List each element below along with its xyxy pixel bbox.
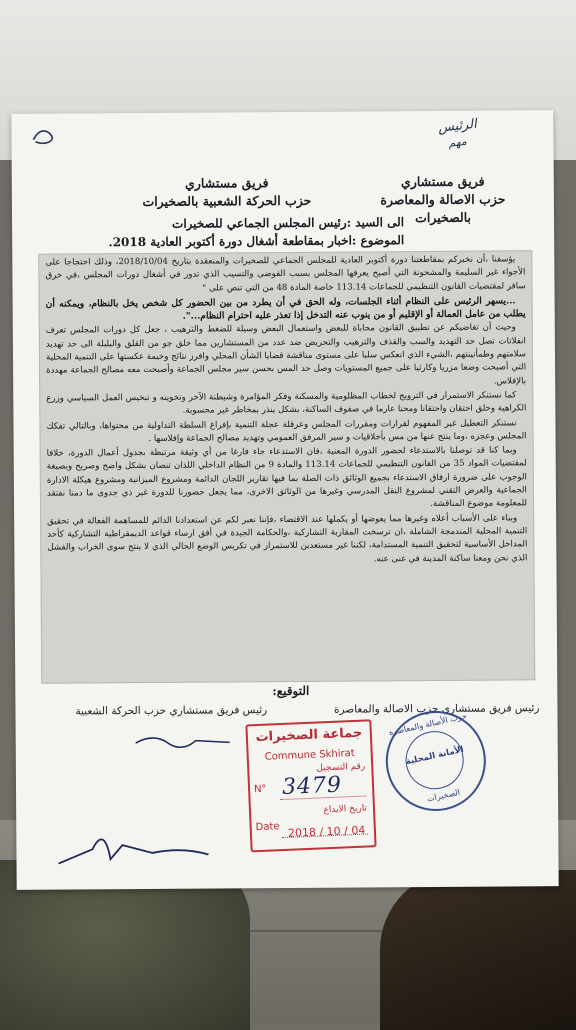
body-paragraph-3: وحيث أن تغاضيكم عن تطبيق القانون محاباة للبعض واستعمال البعض وسيلة للضغط والترهيب ، جعل كل دورات المجلس تعرف انفلاتات تصل حد التهديد والسب والقذف والترهيب والتحريض ضد عدد من المستشارين مما خلق جو من القلق والبلبلة الى حد تهديد سلامتهم وطمأنينتهم ،الشيء الذي انعكس سلبا على مستوى مناقشة قضايا الشأن المحلي وافرز نتائج وخيمة عكستها على التنمية المحلية التي أصبحت وضعا مزريا وكارثيا على جميع المستويات وصل حد المس بحسن سير مجلس الجماعة وأصبحت معه مصالح الجماعة مهددة بالإفلاس. [45, 322, 527, 387]
stamp-commune-latin: Commune Skhirat [264, 747, 355, 763]
letter-sheet [11, 110, 558, 890]
handnote-line-2: مهم [447, 134, 468, 150]
handwritten-squiggle-icon [29, 126, 59, 148]
handnote-line-1: الرئيس [437, 116, 478, 136]
body-paragraph-1: يؤسفنا ،أن نخبركم بمقاطعتنا دورة أكتوبر العادية للمجلس الجماعي للصخيرات والمنعقدة بتاريخ 2018/10/04، وذلك احتجاجا على الأجواء غير السليمة والمشحونة التي أصبح يعرفها المجلس بسبب الفوضى والتسيب الذي تدور في أشغال دورات المجلس ،في خرق سافر لمقتضيات القانون التنظيمي للجماعات 113.14 خاصة المادة 48 من التي تنص على " [45, 254, 526, 294]
round-stamp-bottom-text: الصخيرات [426, 787, 461, 804]
header-right-line-1: فريق مستشاري [400, 173, 485, 190]
header-left-line-1: فريق مستشاري [184, 175, 269, 191]
registration-stamp [245, 719, 376, 852]
body-paragraph-quote: ...يسهر الرئيس على النظام أثناء الجلسات، وله الحق في أن يطرد من بين الحضور كل شخص يخل بالنظام، ويمكنه أن يطلب من عامل العمالة أو الإقليم أو من ينوب عنه التدخل إذا تعذر عليه احترام النظام...". [45, 295, 526, 322]
stamp-register-field: رقم التسجيل [316, 761, 366, 774]
subject-line: الموضوع :اخبار بمقاطعة أشغال دورة أكتوبر العادية 2018. [108, 233, 405, 250]
round-stamp-top-text: حزب الأصالة والمعاصرة [387, 711, 468, 738]
stamp-commune-arabic: جماعة الصخيرات [255, 725, 363, 746]
round-stamp-middle-text: الأمانة المحلية [404, 744, 465, 768]
handwritten-note [397, 118, 517, 179]
header-right-line-2: حزب الاصالة والمعاصرة بالصخيرات [380, 191, 506, 226]
header-left [142, 174, 312, 211]
letter-body [38, 250, 535, 683]
body-paragraph-7: وبناء على الأسباب أعلاه وغيرها مما يعوضها أو يكملها عند الاقتضاء ،فإننا نعبر لكم عن استعدادنا الدائم للمساهمة الفعالة في تحقيق التنمية المحلية المندمجة الشاملة ،ان ترسخت المقاربة التشاركية ،والحكامة الجيدة في أفق ارساء قواعد الديمقراطية التشاركية كأحد المداخل الأساسية لتحقيق التنمية المستدامة، لكننا غير مستعدين للاستمرار في تكريس الوضع الحالي الذي لا ينتج سوى الخراب والفشل الذي نحن ومعنا ساكنة المدينة في غنى عنه. [47, 513, 528, 564]
addressee-line: الى السيد :رئيس المجلس الجماعي للصخيرات [171, 215, 405, 231]
stamp-date-value: 2018 / 10 / 04 [287, 823, 366, 840]
signature-title: التوقيع: [272, 683, 310, 699]
stamp-date-label: Date [255, 821, 280, 834]
body-paragraph-6: وبما كنا قد توصلنا بالاستدعاء لحضور الدورة المعنية ،فان الاستدعاء جاء فارغا من أي وثيقة مرتبطة بجدول أعمال الدورة، خلافا لمقتضيات المواد 35 من القانون التنظيمي للجماعات 113.14 والمادة 9 من النظام الداخلي اللذان تنصان بشكل واضح وصريح وبصيغة الوجوب على ضرورة ارفاق الاستدعاء بجميع الوثائق ذات الصلة بما فيها تقارير اللجان الدائمة ومشروع الميزانية ومشروع هيكلة الادارة الجماعية والعرض التقني لمشروع النقل المدرسي وغيرها من الوثائق الاخرى، مما يجعل حضورنا للدورة غير ذي جدوى ما دمنا نفتقد للمعلومة موضوع المناقشة. [46, 445, 528, 510]
stamp-number-label: N° [253, 783, 267, 796]
signature-scribble-left-top [134, 730, 234, 753]
stamp-registration-number: 3479 [281, 772, 343, 801]
header-left-line-2: حزب الحركة الشعبية بالصخيرات [142, 192, 312, 209]
body-paragraph-5: نستنكر التعطيل غير المفهوم لقرارات ومقررات المجلس وعرقلة عجلة التنمية بإفراغ السلطة التداولية من محتواها، وبالتالي تفكك المجلس وعجزه ،وما ينتج عنها من مس بأخلاقيات و سير المرفق العمومي وتهديد مصالح الجماعة وإفلاسها . [46, 417, 527, 444]
body-paragraph-4: كما نستنكر الاستمرار في الترويج لخطاب المظلومية والمسكنة وفكر المؤامرة وشيطنة الآخر وتخوينه و تبخيس العمل السياسي وزرع الكراهية وخلق احتقان واحتقانا ومحنا عارما في صفوف الساكنة، بشكل ينذر بمخاطر غير محسوبة. [46, 390, 527, 416]
signature-label-left: رئيس فريق مستشاري حزب الحركة الشعبية [75, 704, 268, 718]
background-shoe [380, 870, 576, 1030]
party-round-stamp [376, 701, 495, 820]
signature-scribble-left-bottom [52, 819, 212, 880]
stamp-deposit-field: تاريخ الايداع [323, 803, 368, 816]
signature-label-right: رئيس فريق مستشاري حزب الاصالة والمعاصرة [333, 702, 540, 716]
